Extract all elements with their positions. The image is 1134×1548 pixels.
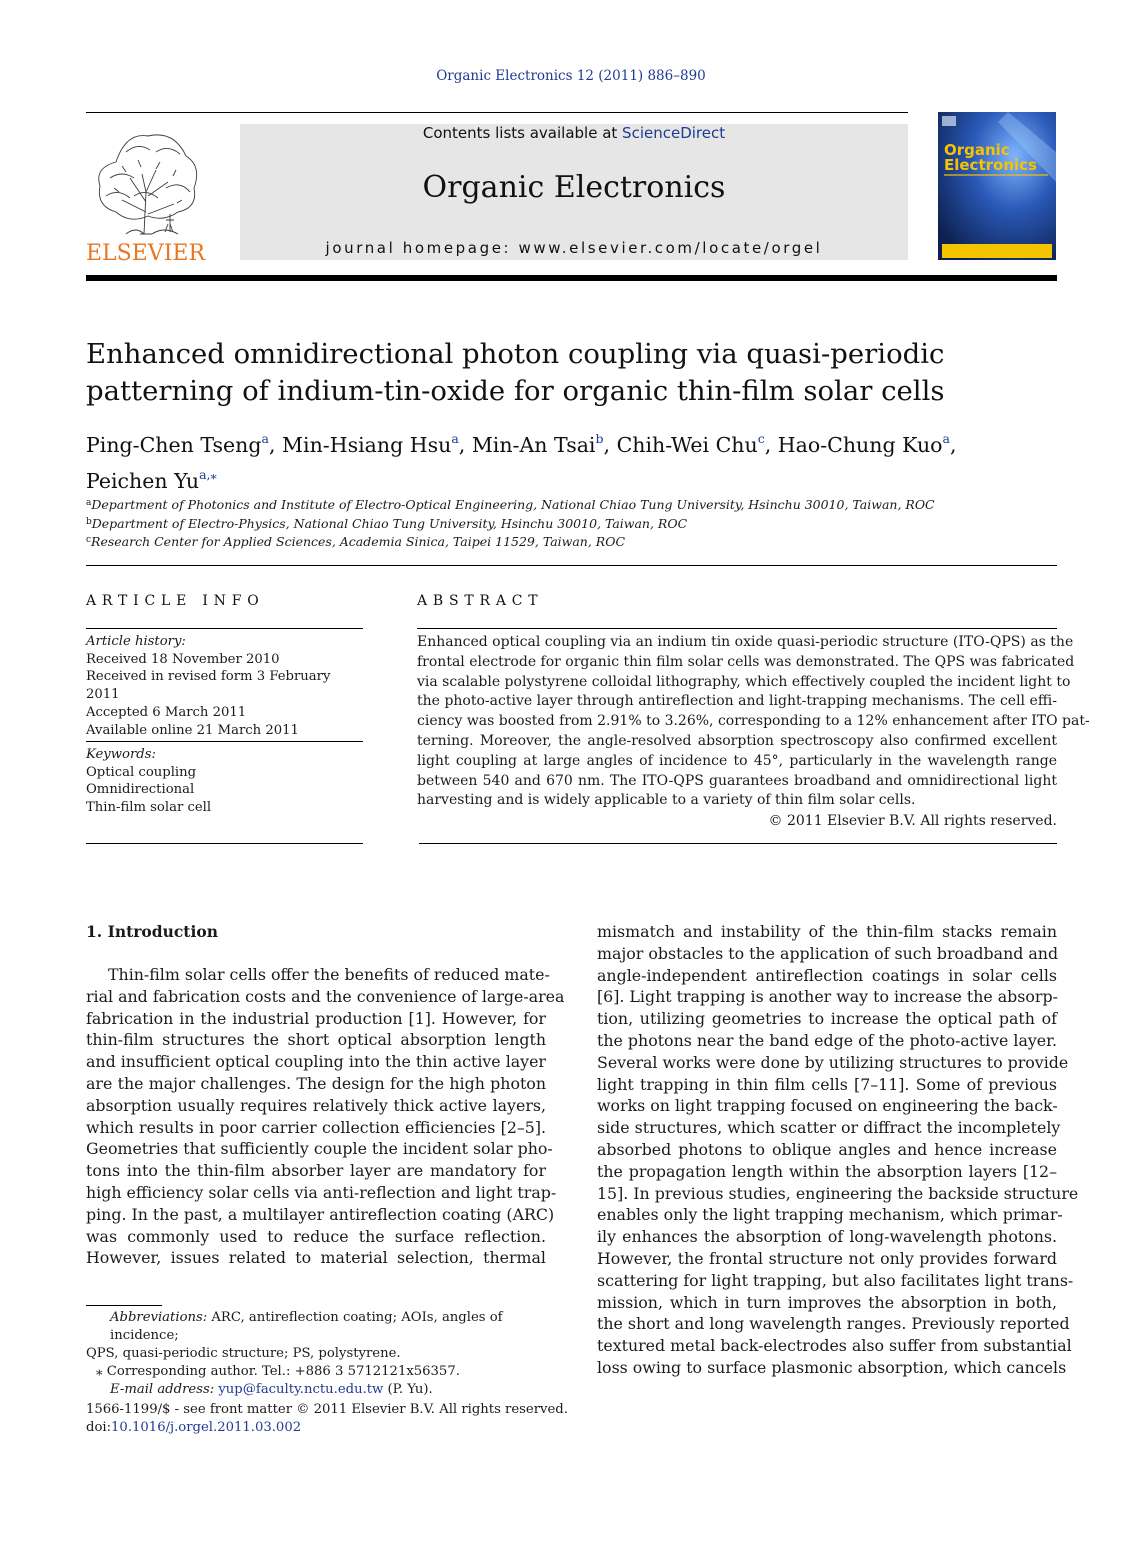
header-rule [86, 112, 908, 113]
affiliation: $^a$Department of Photonics and Institute of Electro-Optical Engineering, National Chiao Tung University, Hsinchu 30010, Taiwan, ROC [86, 497, 935, 512]
body-line: tion, utilizing geometries to increase the optical path of [597, 1009, 1057, 1029]
abstract-line: between 540 and 670 nm. The ITO-QPS guarantees broadband and omnidirectional light [417, 772, 1057, 789]
author: Peichen $Yu^{a,⁎}$ [86, 467, 217, 493]
body-line: ily enhances the absorption of long-wavelength photons. [597, 1227, 1057, 1247]
body-line: textured metal back-electrodes also suffer from substantial [597, 1336, 1072, 1356]
body-line: However, the frontal structure not only provides forward [597, 1248, 1057, 1268]
body-line: Geometries that sufficiently couple the incident solar pho- [86, 1139, 553, 1159]
footnote-rule [86, 1305, 162, 1306]
body-line: and insufficient optical coupling into the thin active layer [86, 1052, 546, 1072]
abstract-copyright: © 2011 Elsevier B.V. All rights reserved. [768, 813, 1057, 829]
journal-cover [938, 112, 1056, 260]
body-line: fabrication in the industrial production [1]. However, for [86, 1008, 546, 1028]
abstract-line: light coupling at large angles of incidence to 45°, particularly in the wavelength range [417, 752, 1057, 769]
keywords [86, 746, 366, 817]
body-line: the propagation length within the absorption layers [12– [597, 1161, 1057, 1181]
author: Chih-Wei Chu$^c$, [616, 431, 778, 457]
body-line: are the major challenges. The design for the high photon [86, 1073, 546, 1093]
body-line: was commonly used to reduce the surface reflection. [86, 1226, 546, 1246]
body-line: side structures, which scatter or diffract the incompletely [597, 1118, 1061, 1138]
issn-line: 1566-1199/$ - see front matter © 2011 Elsevier B.V. All rights reserved. [86, 1402, 568, 1417]
abstract-line: frontal electrode for organic thin film solar cells was demonstrated. The QPS was fabricated [417, 653, 1075, 670]
abstract-line: terning. Moreover, the angle-resolved absorption spectroscopy also confirmed excellent [417, 732, 1057, 749]
journal-reference[interactable]: Organic Electronics 12 (2011) 886–890 [436, 68, 706, 84]
keyword: Thin-film solar cell [86, 800, 212, 816]
journal-name: Organic Electronics [422, 170, 726, 205]
body-line: scattering for light trapping, but also facilitates light trans- [597, 1270, 1074, 1290]
body-line: [6]. Light trapping is another way to increase the absorp- [597, 987, 1058, 1007]
body-line: However, issues related to material selection, thermal [86, 1248, 546, 1268]
body-line: high efficiency solar cells via anti-reflection and light trap- [86, 1182, 557, 1202]
info-bottom-rule [86, 843, 363, 844]
author: Hao-Chung Kuo$^a$, [777, 431, 957, 457]
abstract-line: harvesting and is widely applicable to a variety of thin film solar cells. [417, 792, 916, 809]
doi-link[interactable]: 10.1016/j.orgel.2011.03.002 [111, 1420, 302, 1435]
body-line: mismatch and instability of the thin-film stacks remain [597, 922, 1057, 941]
body-line: ping. In the past, a multilayer antireflection coating (ARC) [86, 1204, 555, 1224]
affiliations [86, 495, 1066, 551]
article-info-heading: ARTICLE INFO [86, 593, 265, 609]
abstract-line: Enhanced optical coupling via an indium tin oxide quasi-periodic structure (ITO-QPS) as the [417, 634, 1074, 650]
info-rule [86, 628, 363, 629]
author: Min-Hsiang Hsu$^a$, [282, 431, 472, 457]
affiliation: $^c$Research Center for Applied Sciences, Academia Sinica, Taipei 11529, Taiwan, ROC [86, 534, 626, 549]
title-divider [86, 565, 1057, 566]
email-note: E-mail address: yup@faculty.nctu.edu.tw (P. Yu). [110, 1382, 433, 1397]
body-line: loss owing to surface plasmonic absorption, which cancels [597, 1357, 1067, 1377]
cover-title-1: Organic [944, 141, 1010, 159]
author-list [86, 424, 1066, 496]
sciencedirect-link[interactable]: ScienceDirect [622, 124, 726, 142]
body-line: angle-independent antireflection coatings in solar cells [597, 965, 1057, 985]
history-item: Available online 21 March 2011 [86, 722, 299, 738]
journal-homepage[interactable]: journal homepage: www.elsevier.com/locate/orgel [325, 239, 823, 257]
body-line: Several works were done by utilizing structures to provide [597, 1052, 1069, 1072]
contents-line [240, 124, 908, 142]
body-line: mission, which in turn improves the absorption in both, [597, 1292, 1057, 1312]
abstract-line: ciency was boosted from 2.91% to 3.26%, corresponding to a 12% enhancement after ITO pat- [417, 713, 1090, 730]
body-line: major obstacles to the application of such broadband and [597, 943, 1059, 963]
body-column-left [86, 964, 565, 1269]
article-title: Enhanced omnidirectional photon coupling via quasi-periodic patterning of indium-tin-oxide for organic thin-film solar cells [86, 338, 945, 407]
body-line: thin-film structures the short optical absorption length [86, 1030, 546, 1050]
keywords-label: Keywords: [86, 747, 156, 762]
abstract-line: via scalable polystyrene colloidal lithography, which effectively coupled the incident light to [417, 673, 1071, 690]
history-item: Received 18 November 2010 [86, 651, 280, 667]
journal-banner [240, 124, 908, 260]
article-history [86, 633, 366, 739]
body-line: enables only the light trapping mechanism, which primar- [597, 1205, 1063, 1225]
body-line: rial and fabrication costs and the convenience of large-area [86, 986, 565, 1006]
abstract-bottom-rule [419, 843, 1057, 844]
body-line: tons into the thin-film absorber layer are mandatory for [86, 1161, 546, 1181]
affiliation: $^b$Department of Electro-Physics, National Chiao Tung University, Hsinchu 30010, Taiwan, ROC [86, 515, 688, 531]
front-matter [86, 1401, 686, 1437]
body-line: works on light trapping focused on engineering the back- [597, 1096, 1058, 1116]
body-line: light trapping in thin film cells [7–11]. Some of previous [597, 1074, 1057, 1094]
author: Min-An Tsai$^b$, [471, 431, 617, 457]
cover-title-2: Electronics [944, 156, 1037, 174]
contents-prefix: Contents lists available at [422, 124, 623, 142]
history-label: Article history: [86, 634, 186, 649]
body-line: the short and long wavelength ranges. Previously reported [597, 1314, 1070, 1334]
history-item: Accepted 6 March 2011 [86, 704, 247, 720]
body-line: absorbed photons to oblique angles and hence increase [597, 1139, 1057, 1159]
abbreviations-note-cont: QPS, quasi-periodic structure; PS, polystyrene. [86, 1346, 401, 1361]
keywords-rule [86, 741, 363, 742]
elsevier-tree-icon [86, 122, 210, 262]
svg-text:ELSEVIER: ELSEVIER [86, 241, 206, 262]
section-heading: 1. Introduction [86, 922, 218, 941]
abstract-rule [417, 628, 1057, 629]
corresponding-author-note: ⁎ Corresponding author. Tel.: +886 3 5712121x56357. [96, 1364, 460, 1379]
body-column-right [597, 921, 1079, 1379]
footnotes [86, 1309, 546, 1399]
body-line: absorption usually requires relatively thick active layers, [86, 1095, 546, 1115]
doi-line: doi:10.1016/j.orgel.2011.03.002 [86, 1420, 302, 1435]
body-line: 15]. In previous studies, engineering the backside structure [597, 1183, 1079, 1203]
abbreviations-note: Abbreviations: ARC, antireflection coating; AOIs, angles of incidence; [110, 1310, 503, 1343]
body-line: Thin-film solar cells offer the benefits of reduced mate- [108, 965, 550, 984]
elsevier-logo [86, 122, 210, 262]
abstract-heading: ABSTRACT [417, 593, 544, 609]
keyword: Omnidirectional [86, 782, 195, 798]
header-thick-rule [86, 275, 1057, 281]
body-line: the photons near the band edge of the photo-active layer. [597, 1030, 1057, 1050]
abstract-body [417, 633, 1090, 811]
keyword: Optical coupling [86, 764, 197, 780]
author: Ping-Chen Tseng$^a$, [86, 431, 283, 457]
body-line: which results in poor carrier collection efficiencies [2–5]. [86, 1117, 546, 1137]
email-link[interactable]: yup@faculty.nctu.edu.tw [218, 1382, 384, 1397]
history-item: Received in revised form 3 February 2011 [86, 669, 331, 703]
abstract-line: the photo-active layer through antireflection and light-trapping mechanisms. The cell effi- [417, 693, 1057, 710]
